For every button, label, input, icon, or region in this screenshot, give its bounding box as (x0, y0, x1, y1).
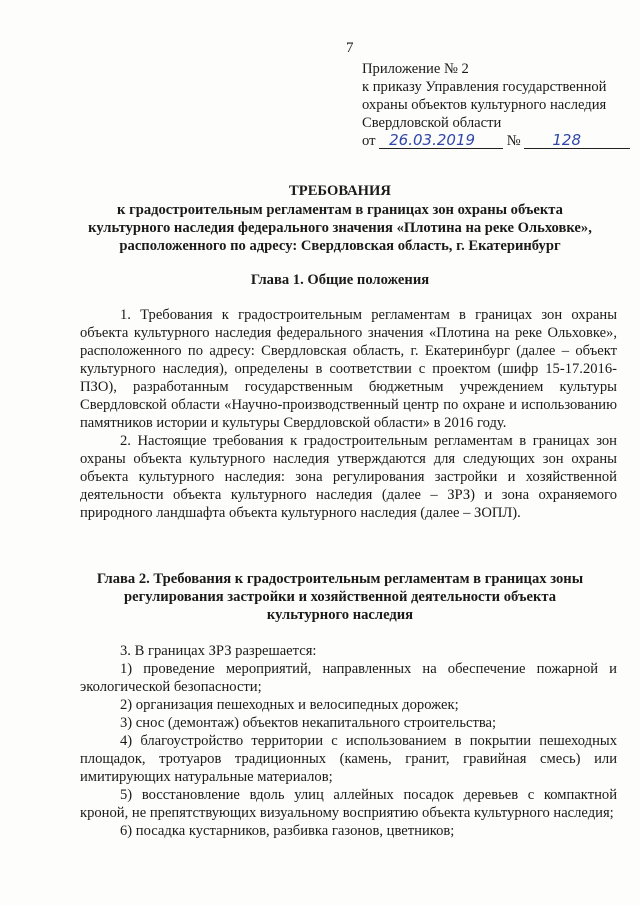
title-line: расположенного по адресу: Свердловская область, г. Екатеринбург (119, 238, 561, 254)
chapter-1-heading: Глава 1. Общие положения (250, 272, 430, 288)
heading-line: культурного наследия (266, 607, 414, 623)
from-label: от (362, 133, 376, 149)
annex-block (362, 60, 630, 150)
annex-line: Приложение № 2 (362, 61, 469, 77)
number-label: № (506, 133, 521, 149)
handwritten-date: 26.03.2019 (379, 132, 503, 149)
annex-line: к приказу Управления государственной (362, 79, 607, 95)
title-line: культурного наследия федерального значения «Плотина на реке Ольховке», (88, 220, 592, 236)
chapter-1-body (80, 306, 617, 522)
chapter-2-heading (60, 570, 620, 624)
list-item: 1) проведение мероприятий, направленных на обеспечение пожарной и экологической безопасности; (80, 661, 617, 695)
title-line: к градостроительным регламентам в границах зон охраны объекта (117, 202, 563, 218)
chapter-2-body (80, 642, 617, 840)
title-main: ТРЕБОВАНИЯ (289, 183, 391, 199)
order-date-number (362, 132, 630, 150)
heading-line: Глава 2. Требования к градостроительным регламентам в границах зоны (96, 571, 584, 587)
list-item: 5) восстановление вдоль улиц аллейных посадок деревьев с компактной кроной, не препятствующих визуальному восприятию объекта культурного наследия; (80, 787, 617, 821)
list-item: 4) благоустройство территории с использованием в покрытии пешеходных площадок, тротуаров традиционных (камень, гранит, гравийная смесь) или имитирующих натуральные материалов; (80, 733, 617, 785)
paragraph: 3. В границах ЗРЗ разрешается: (120, 643, 317, 659)
list-item: 2) организация пешеходных и велосипедных дорожек; (120, 697, 459, 713)
annex-line: охраны объектов культурного наследия (362, 97, 607, 113)
heading-line: регулирования застройки и хозяйственной деятельности объекта (123, 589, 557, 605)
paragraph: 1. Требования к градостроительным регламентам в границах зон охраны объекта культурного наследия федерального значения «Плотина на реке Ольховке», расположенного по адресу: Свердловская область, г. Екатеринбург (далее – объект культурного наследия), определены в соответствии с проектом (шифр 15-17.2016-ПЗО), разработанным государственным бюджетным учреждением культуры Свердловской области «Научно-производственный центр по охране и использованию памятников истории и культуры Свердловской области» в 2016 году. (80, 307, 617, 431)
list-item: 6) посадка кустарников, разбивка газонов, цветников; (120, 823, 455, 839)
paragraph: 2. Настоящие требования к градостроительным регламентам в границах зон охраны объекта культурного наследия утверждаются для следующих зон охраны объекта культурного наследия: зона регулирования застройки и хозяйственной деятельности объекта культурного наследия (далее – ЗРЗ) и зона охраняемого природного ландшафта объекта культурного наследия (далее – ЗОПЛ). (80, 433, 617, 521)
list-item: 3) снос (демонтаж) объектов некапитального строительства; (120, 715, 497, 731)
document-title (60, 182, 620, 255)
annex-line: Свердловской области (362, 115, 502, 131)
page-number: 7 (346, 40, 354, 56)
handwritten-number: 128 (524, 132, 630, 149)
